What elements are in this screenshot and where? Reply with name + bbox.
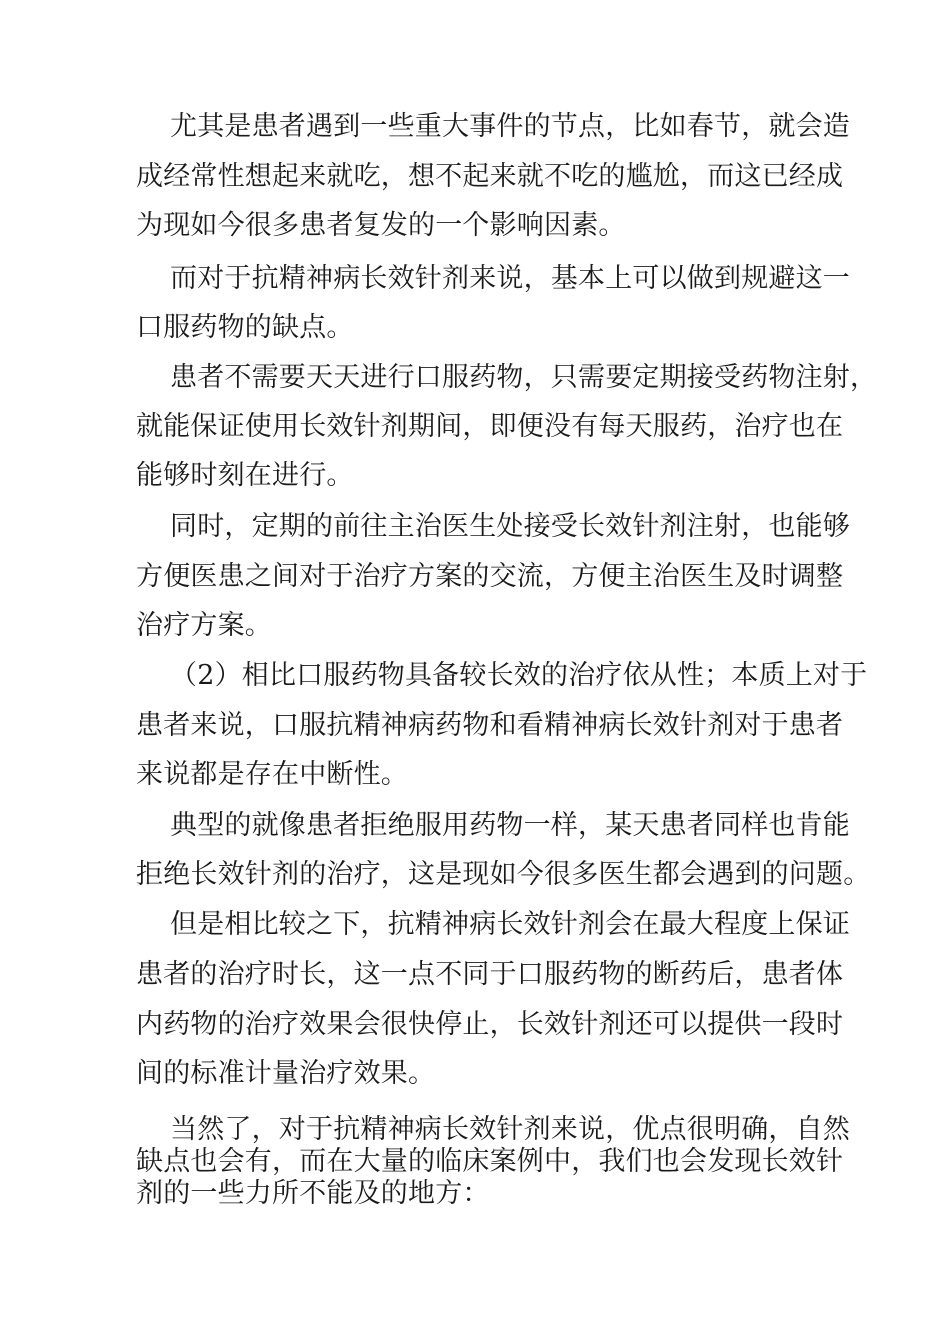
text-line: 当然了，对于抗精神病长效针剂来说，优点很明确，自然 [170, 1114, 850, 1145]
text-line: 尤其是患者遇到一些重大事件的节点，比如春节，就会造 [170, 111, 850, 142]
text-line: 治疗方案。 [136, 610, 272, 641]
text-line: 典型的就像患者拒绝服用药物一样，某天患者同样也肯能 [170, 810, 850, 841]
text-line: 来说都是存在中断性。 [136, 759, 408, 790]
text-line: 而对于抗精神病长效针剂来说，基本上可以做到规避这一 [170, 263, 850, 294]
text-line: 为现如今很多患者复发的一个影响因素。 [136, 210, 626, 241]
text-line: 拒绝长效针剂的治疗，这是现如今很多医生都会遇到的问题。 [136, 859, 871, 890]
text-line: 剂的一些力所不能及的地方： [136, 1178, 490, 1209]
text-line: 间的标准计量治疗效果。 [136, 1058, 436, 1089]
text-line: 能够时刻在进行。 [136, 460, 354, 491]
text-line: 就能保证使用长效针剂期间，即便没有每天服药，治疗也在 [136, 411, 844, 442]
text-line: 患者来说，口服抗精神病药物和看精神病长效针剂对于患者 [136, 710, 844, 741]
text-line: 成经常性想起来就吃，想不起来就不吃的尴尬，而这已经成 [136, 161, 844, 192]
text-line: 方便医患之间对于治疗方案的交流，方便主治医生及时调整 [136, 561, 844, 592]
text-line: 缺点也会有，而在大量的临床案例中，我们也会发现长效针 [136, 1146, 844, 1177]
text-line: 但是相比较之下，抗精神病长效针剂会在最大程度上保证 [170, 909, 850, 940]
text-line: 内药物的治疗效果会很快停止，长效针剂还可以提供一段时 [136, 1009, 844, 1040]
text-line: 口服药物的缺点。 [136, 312, 354, 343]
text-line: 患者的治疗时长，这一点不同于口服药物的断药后，患者体 [136, 959, 844, 990]
text-line: （2）相比口服药物具备较长效的治疗依从性；本质上对于 [170, 660, 868, 691]
text-line: 同时，定期的前往主治医生处接受长效针剂注射，也能够 [170, 511, 850, 542]
text-line: 患者不需要天天进行口服药物，只需要定期接受药物注射， [170, 362, 878, 393]
